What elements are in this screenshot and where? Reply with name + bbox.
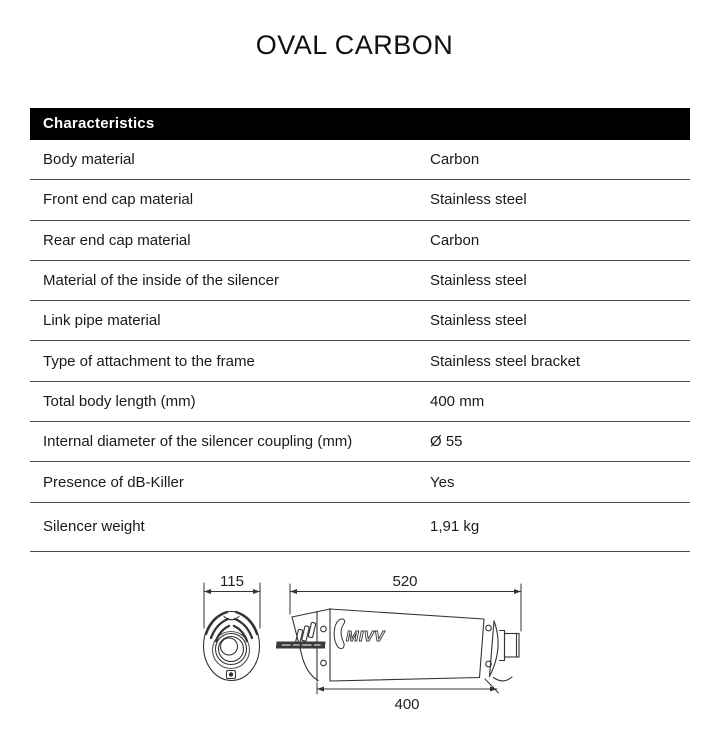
table-row xyxy=(30,462,690,502)
side-view xyxy=(276,609,519,682)
spec-label: Total body length (mm) xyxy=(43,392,196,410)
spec-label: Link pipe material xyxy=(43,312,161,330)
front-view xyxy=(204,612,260,681)
table-header xyxy=(30,108,690,140)
rivet xyxy=(486,625,492,631)
spec-value: Carbon xyxy=(430,231,480,249)
spec-label: Silencer weight xyxy=(43,518,145,536)
silencer-body xyxy=(330,609,484,681)
spec-label: Material of the inside of the silencer xyxy=(43,272,279,290)
spec-value: 400 mm xyxy=(430,392,485,410)
dim-label-body-length: 400 xyxy=(394,696,420,713)
mivv-logo xyxy=(276,619,386,649)
spec-label: Rear end cap material xyxy=(43,231,191,249)
table-row xyxy=(30,382,690,422)
table-row xyxy=(30,301,690,341)
spec-value: Stainless steel bracket xyxy=(430,352,581,370)
vent-slots-left xyxy=(206,612,229,641)
table-row xyxy=(30,503,690,552)
table-row xyxy=(30,261,690,301)
technical-drawing xyxy=(0,555,709,731)
rivet xyxy=(321,660,327,666)
spec-value: Stainless steel xyxy=(430,272,527,290)
table-row xyxy=(30,341,690,381)
spec-value: Yes xyxy=(430,473,455,491)
rivet xyxy=(321,626,327,632)
dim-label-total-length: 520 xyxy=(392,573,418,590)
dim-label-front-width: 115 xyxy=(220,573,244,590)
spec-value: Carbon xyxy=(430,151,480,169)
characteristics-table xyxy=(30,108,690,552)
table-row xyxy=(30,422,690,462)
outlet-pipe xyxy=(500,631,520,661)
spec-label: Presence of dB-Killer xyxy=(43,473,184,491)
spec-label: Internal diameter of the silencer coupling (mm) xyxy=(43,433,353,451)
spec-value: Ø 55 xyxy=(430,433,463,451)
dimension-400 xyxy=(317,679,499,694)
table-row xyxy=(30,221,690,261)
table-row xyxy=(30,180,690,220)
dimension-520 xyxy=(290,584,521,631)
table-row xyxy=(30,140,690,180)
logo-text: MIVV xyxy=(346,628,385,645)
table-header-label: Characteristics xyxy=(43,115,155,132)
page-title: OVAL CARBON xyxy=(255,30,454,61)
spec-label: Type of attachment to the frame xyxy=(43,352,255,370)
bottom-bolt xyxy=(227,671,236,679)
spec-label: Front end cap material xyxy=(43,191,194,209)
spec-value: Stainless steel xyxy=(430,191,527,209)
silencer-diagram xyxy=(0,555,709,731)
vent-slots-right xyxy=(234,612,257,641)
spec-value: Stainless steel xyxy=(430,312,527,330)
spec-value: 1,91 kg xyxy=(430,518,480,536)
spec-label: Body material xyxy=(43,151,135,169)
bracket-strap xyxy=(494,677,513,681)
